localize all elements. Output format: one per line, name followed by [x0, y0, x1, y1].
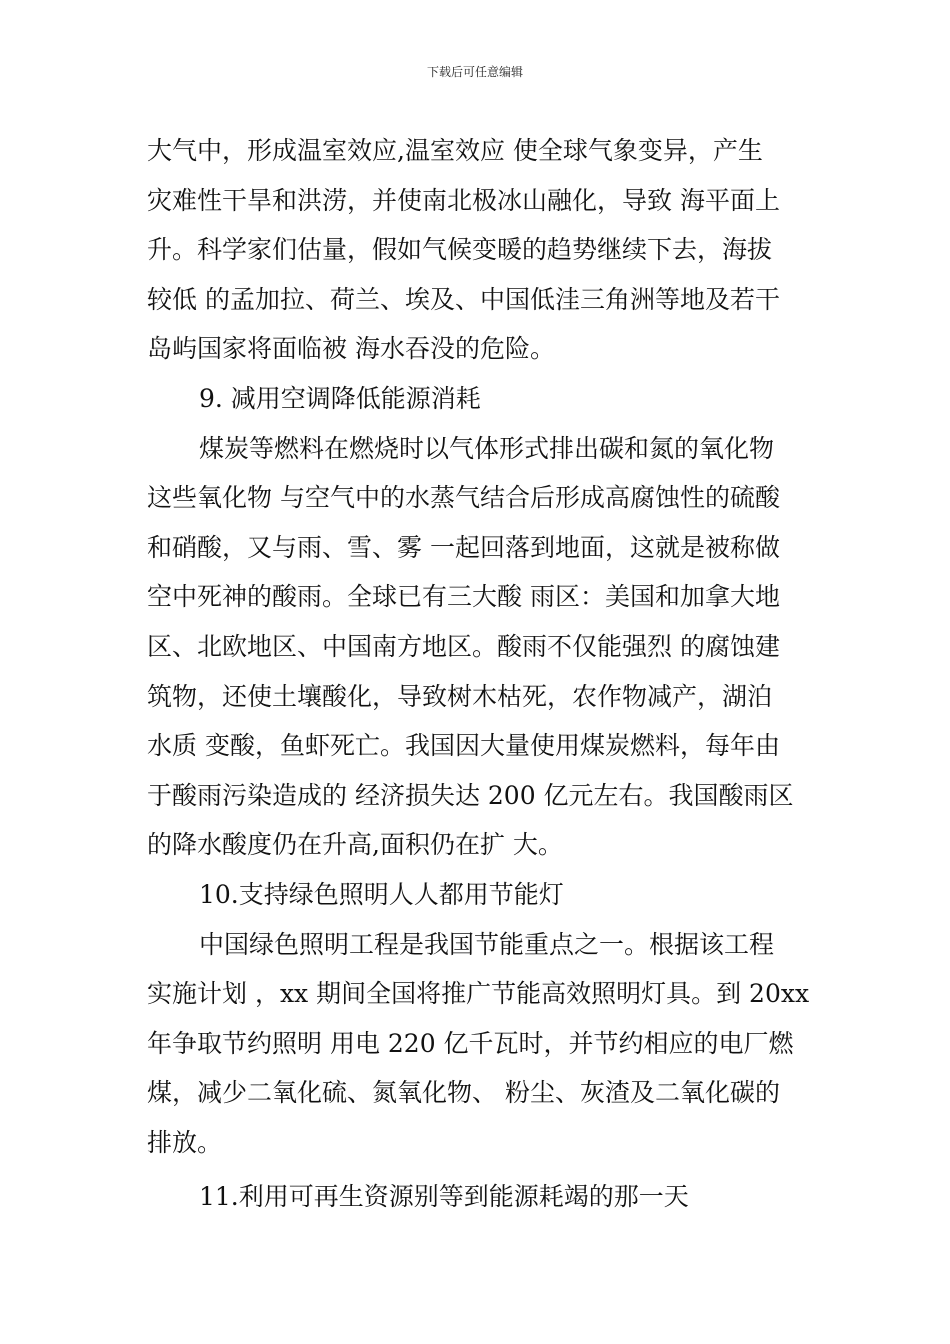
paragraph-green-lighting — [147, 920, 810, 1168]
heading-text: 9. 减用空调降低能源消耗 — [199, 383, 481, 413]
text-line: 于酸雨污染造成的 经济损失达 200 亿元左右。我国酸雨区 — [147, 780, 794, 810]
text-line: 岛屿国家将面临被 海水吞没的危险。 — [147, 334, 555, 364]
text-line: 空中死神的酸雨。全球已有三大酸 雨区：美国和加拿大地 — [147, 582, 780, 612]
text-line: 这些氧化物 与空气中的水蒸气结合后形成高腐蚀性的硫酸 — [147, 483, 780, 513]
section-heading-10 — [147, 870, 807, 920]
text-line: 实施计划 ，xx 期间全国将推广节能高效照明灯具。到 20xx — [147, 979, 810, 1009]
text-line: 水质 变酸，鱼虾死亡。我国因大量使用煤炭燃料，每年由 — [147, 731, 780, 761]
text-line: 和硝酸，又与雨、雪、雾 一起回落到地面，这就是被称做 — [147, 532, 780, 562]
text-line: 灾难性干旱和洪涝，并使南北极冰山融化，导致 海平面上 — [147, 185, 780, 215]
paragraph-acid-rain — [147, 424, 807, 870]
text-line: 大气中，形成温室效应,温室效应 使全球气象变异，产生 — [147, 136, 763, 165]
text-line: 较低 的孟加拉、荷兰、埃及、中国低洼三角洲等地及若干 — [147, 284, 780, 314]
text-line: 区、北欧地区、中国南方地区。酸雨不仅能强烈 的腐蚀建 — [147, 631, 780, 661]
text-line: 煤，减少二氧化硫、氮氧化物、 粉尘、灰渣及二氧化碳的 — [147, 1078, 780, 1108]
text-line: 筑物，还使土壤酸化，导致树木枯死，农作物减产，湖泊 — [147, 681, 773, 711]
heading-text: 10.支持绿色照明人人都用节能灯 — [199, 879, 564, 909]
text-line: 中国绿色照明工程是我国节能重点之一。根据该工程 — [199, 929, 775, 959]
document-body — [147, 126, 810, 1222]
text-line: 煤炭等燃料在燃烧时以气体形式排出碳和氮的氧化物 — [199, 433, 775, 463]
section-heading-9 — [147, 374, 807, 424]
heading-text: 11.利用可再生资源别等到能源耗竭的那一天 — [199, 1182, 689, 1212]
header-note: 下载后可任意编辑 — [426, 65, 523, 79]
text-line: 升。科学家们估量，假如气候变暖的趋势继续下去，海拔 — [147, 235, 773, 265]
text-line: 排放。 — [147, 1127, 223, 1157]
text-line: 年争取节约照明 用电 220 亿千瓦时，并节约相应的电厂燃 — [147, 1028, 794, 1058]
paragraph-greenhouse — [147, 126, 807, 374]
text-line: 的降水酸度仍在升高,面积仍在扩 大。 — [147, 830, 563, 860]
section-heading-11 — [147, 1172, 807, 1222]
